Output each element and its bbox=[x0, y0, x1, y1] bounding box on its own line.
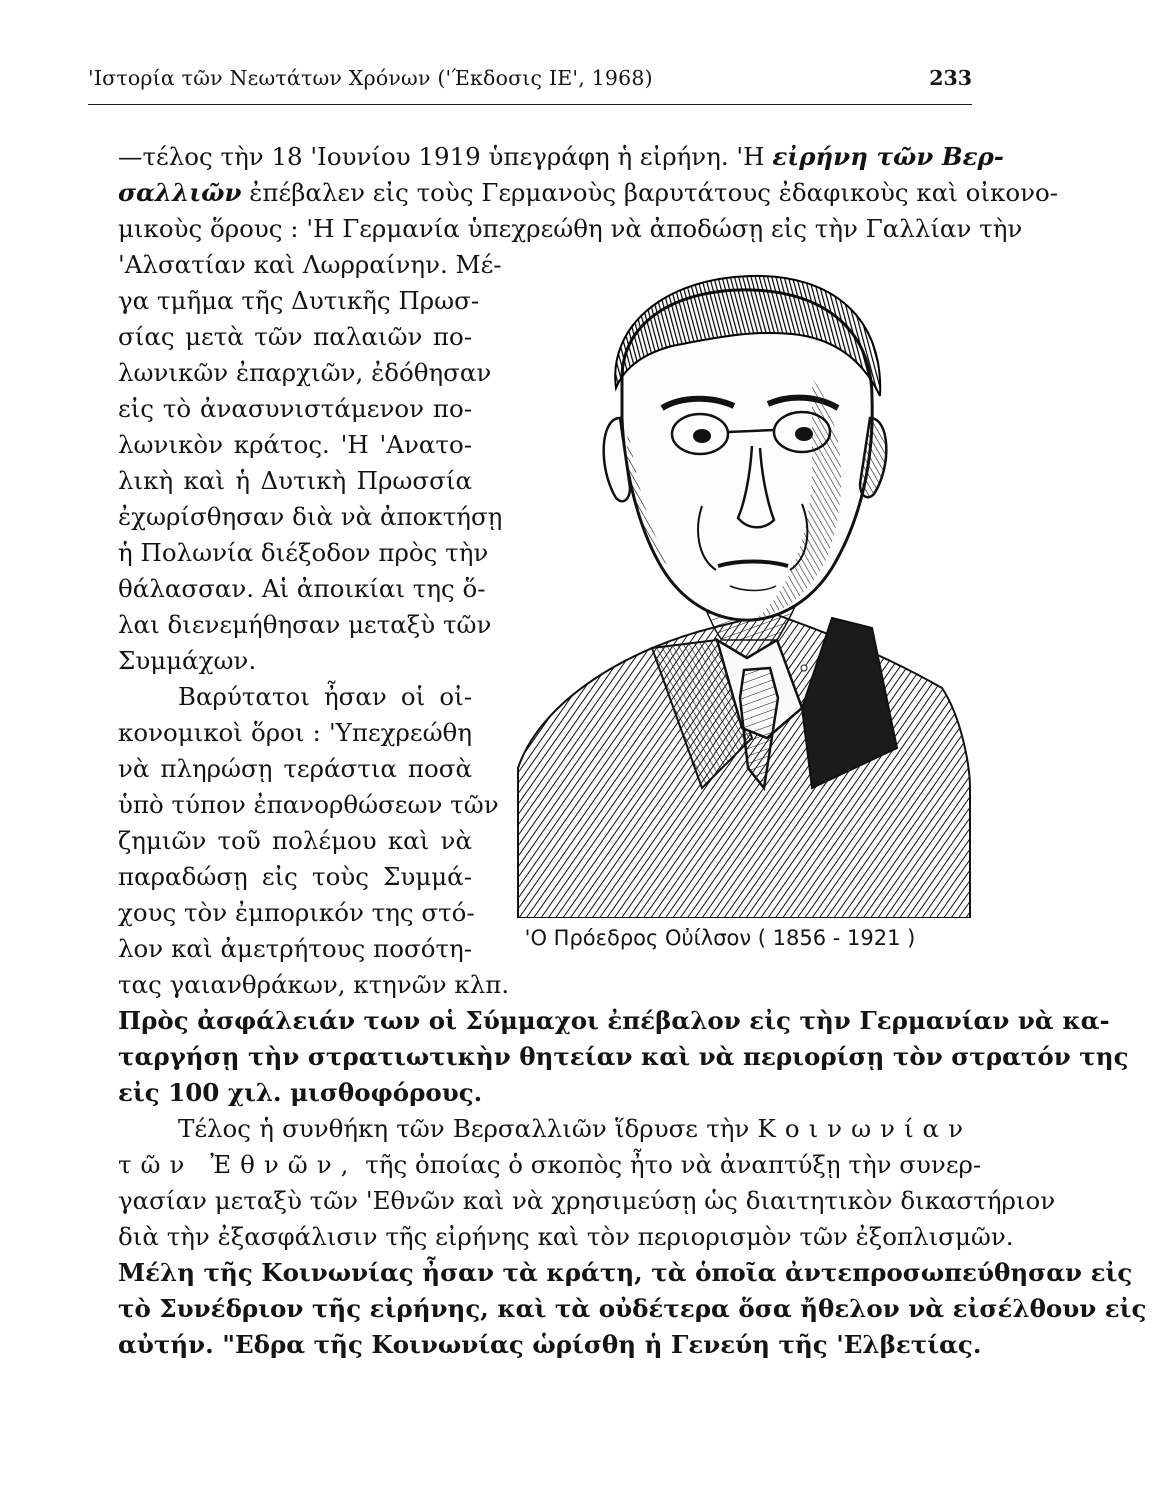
text-line: σίας μετὰ τῶν παλαιῶν πο- bbox=[118, 322, 472, 351]
text-line: εἰς 100 χιλ. μισθοφόρους. bbox=[118, 1078, 483, 1107]
emphasis-text: σαλλιῶν bbox=[118, 178, 242, 207]
text-line: 'Αλσατίαν καὶ Λωρραίνην. Μέ- bbox=[118, 250, 502, 279]
spaced-text: Κοινωνίαν bbox=[757, 1114, 972, 1143]
text-line: γα τμῆμα τῆς Δυτικῆς Πρωσ- bbox=[118, 286, 480, 315]
text-line: μικοὺς ὅρους : 'Η Γερμανία ὑπεχρεώθη νὰ ἀποδώσῃ εἰς τὴν Γαλλίαν τὴν bbox=[118, 214, 1023, 243]
text-line: τας γαιανθράκων, κτηνῶν κλπ. bbox=[118, 970, 510, 999]
text-line: λαι διενεμήθησαν μεταξὺ τῶν bbox=[118, 610, 492, 639]
text-span: —τέλος τὴν 18 'Ιουνίου 1919 ὑπεγράφη ἡ εἰρήνη. 'Η bbox=[118, 142, 773, 171]
page-number: 233 bbox=[929, 66, 972, 90]
spaced-text: τῶν Ἐθνῶν, bbox=[118, 1150, 358, 1179]
text-line: ἐχωρίσθησαν διὰ νὰ ἀποκτήσῃ bbox=[118, 502, 503, 531]
text-line: νὰ πληρώσῃ τεράστια ποσὰ bbox=[118, 754, 472, 783]
text-line: τὸ Συνέδριον τῆς εἰρήνης, καὶ τὰ οὐδέτερα ὅσα ἤθελον νὰ εἰσέλθουν εἰς bbox=[118, 1294, 1147, 1323]
text-line: παραδώσῃ εἰς τοὺς Συμμά- bbox=[118, 862, 472, 891]
figure-caption: 'Ο Πρόεδρος Οὐίλσον ( 1856 - 1921 ) bbox=[524, 926, 916, 950]
text-span: ἐπέβαλεν εἰς τοὺς Γερμανοὺς βαρυτάτους ἐδαφικοὺς καὶ οἰκονο- bbox=[241, 178, 1059, 207]
text-line: λικὴ καὶ ἡ Δυτικὴ Πρωσσία bbox=[118, 466, 472, 495]
text-line: κονομικοὶ ὅροι : 'Υπεχρεώθη bbox=[118, 718, 472, 747]
text-line: λωνικῶν ἐπαρχιῶν, ἐδόθησαν bbox=[118, 358, 492, 387]
emphasis-text: εἰρήνη τῶν Βερ- bbox=[772, 142, 1004, 171]
text-line: Συμμάχων. bbox=[118, 646, 257, 675]
text-line: χους τὸν ἐμπορικόν της στό- bbox=[118, 898, 475, 927]
text-line: Πρὸς ἀσφάλειάν των οἱ Σύμμαχοι ἐπέβαλον εἰς τὴν Γερμανίαν νὰ κα- bbox=[118, 1006, 1110, 1035]
running-head-title: 'Ιστορία τῶν Νεωτάτων Χρόνων ('Έκδοσις ΙΕ', 1968) bbox=[88, 66, 653, 90]
text-line: διὰ τὴν ἐξασφάλισιν τῆς εἰρήνης καὶ τὸν περιορισμὸν τῶν ἐξοπλισμῶν. bbox=[118, 1222, 1014, 1251]
header-rule bbox=[88, 104, 972, 105]
text-line: ἡ Πολωνία διέξοδον πρὸς τὴν bbox=[118, 538, 489, 567]
text-line: εἰς τὸ ἀνασυνιστάμενον πο- bbox=[118, 394, 472, 423]
text-line: ζημιῶν τοῦ πολέμου καὶ νὰ bbox=[118, 826, 472, 855]
text-line: αὐτήν. "Εδρα τῆς Κοινωνίας ὡρίσθη ἡ Γενεύη τῆς 'Ελβετίας. bbox=[118, 1330, 982, 1359]
text-line: θάλασσαν. Αἱ ἀποικίαι της ὅ- bbox=[118, 574, 486, 603]
text-line bbox=[118, 1150, 982, 1179]
text-line: λωνικὸν κράτος. 'Η 'Ανατο- bbox=[118, 430, 472, 459]
text-line: ταργήσῃ τὴν στρατιωτικὴν θητείαν καὶ νὰ περιορίσῃ τὸν στρατόν της bbox=[118, 1042, 1129, 1071]
text-line: γασίαν μεταξὺ τῶν 'Εθνῶν καὶ νὰ χρησιμεύσῃ ὡς διαιτητικὸν δικαστήριον bbox=[118, 1186, 1056, 1215]
text-line: Βαρύτατοι ἦσαν οἱ οἰ- bbox=[178, 682, 472, 711]
text-line: λον καὶ ἀμετρήτους ποσότη- bbox=[118, 934, 472, 963]
text-span: Τέλος ἡ συνθήκη τῶν Βερσαλλιῶν ἵδρυσε τὴν bbox=[178, 1114, 758, 1143]
text-line bbox=[118, 142, 1004, 171]
text-line bbox=[118, 1114, 972, 1143]
text-line: ὑπὸ τύπον ἐπανορθώσεων τῶν bbox=[118, 790, 499, 819]
text-line: Μέλη τῆς Κοινωνίας ἦσαν τὰ κράτη, τὰ ὁποῖα ἀντεπροσωπεύθησαν εἰς bbox=[118, 1258, 1133, 1287]
running-head bbox=[88, 66, 972, 100]
portrait-engraving bbox=[512, 268, 972, 918]
text-line bbox=[118, 178, 1059, 207]
text-span: τῆς ὁποίας ὁ σκοπὸς ἦτο νὰ ἀναπτύξῃ τὴν συνερ- bbox=[357, 1150, 982, 1179]
